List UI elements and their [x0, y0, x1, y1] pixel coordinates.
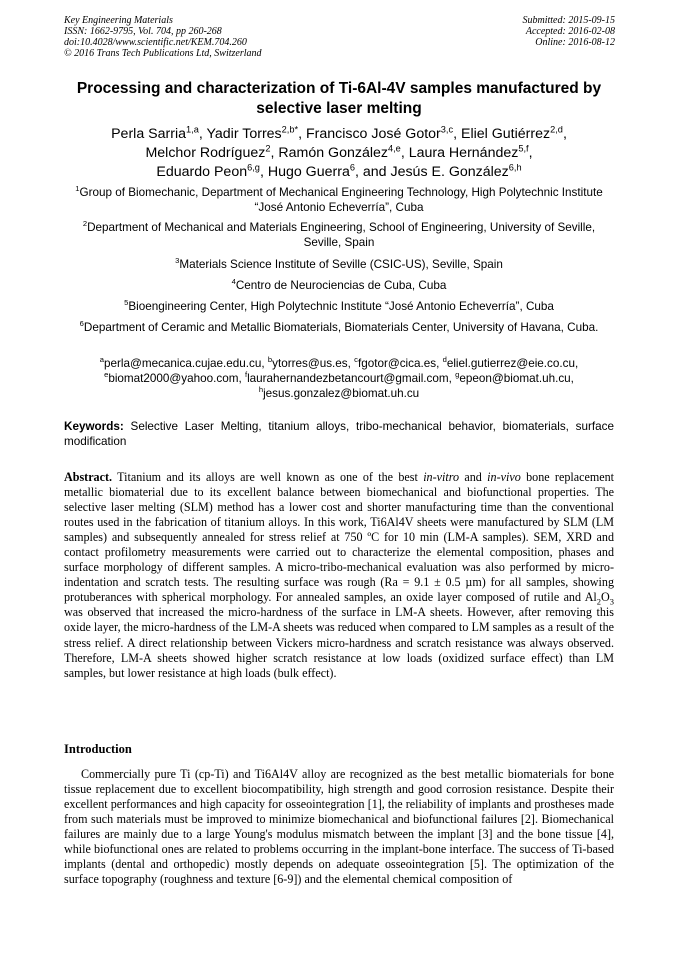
- affiliation-5: $^5$Bioengineering Center, High Polytechnic Institute “José Antonio Echeverría”, Cuba: [124, 298, 554, 313]
- online-date: Online: 2016-08-12: [535, 37, 615, 48]
- affiliation-6: $^6$Department of Ceramic and Metallic Biomaterials, Biomaterials Center, University of Havana, Cuba.: [79, 319, 599, 334]
- author: Hugo Guerra$^6$: [267, 162, 355, 180]
- email[interactable]: $^h$jesus.gonzalez@biomat.uh.cu: [258, 384, 420, 400]
- accepted-date: Accepted: 2016-02-08: [525, 26, 615, 37]
- author: Francisco José Gotor$^{3,c}$: [305, 124, 454, 142]
- journal-name: Key Engineering Materials: [64, 15, 173, 26]
- submission-dates: [523, 15, 616, 48]
- email[interactable]: $^a$perla@mecanica.cujae.edu.cu: [99, 355, 262, 370]
- email[interactable]: $^f$laurahernandezbetancourt@gmail.com: [244, 369, 449, 385]
- doi: doi:10.4028/www.scientific.net/KEM.704.260: [64, 37, 247, 48]
- submitted-date: Submitted: 2015-09-15: [522, 15, 615, 26]
- email[interactable]: $^b$ytorres@us.es: [267, 355, 348, 370]
- keywords: [64, 420, 614, 450]
- email[interactable]: $^d$eliel.gutierrez@eie.co.cu: [442, 355, 575, 370]
- affiliation-1: $^1$Group of Biomechanic, Department of Mechanical Engineering Technology, High Polytechnic Institute “José Antonio Echeverría”, Cuba: [75, 184, 603, 214]
- author: Melchor Rodríguez$^2$: [145, 143, 271, 161]
- affiliation-2: $^2$Department of Mechanical and Materials Engineering, School of Engineering, University of Seville, Seville, Spain: [82, 219, 596, 249]
- keywords-text: Selective Laser Melting, titanium alloys, tribo-mechanical behavior, biomaterials, surface modification: [64, 420, 615, 448]
- paper-title: Processing and characterization of Ti-6Al-4V samples manufactured by selective laser melting: [76, 80, 602, 117]
- author-list: Perla Sarria$^{1,a}$, Yadir Torres$^{2,b*}$, Francisco José Gotor$^{3,c}$, Eliel Gutiérrez$^{2,d}$, Melchor Rodríguez$^2$, Ramón González$^{4,e}$, Laura Hernández$^{5,f}$, Eduardo Peon$^{6,g}$, Hugo Guerra$^6$, and Jesús E. González$^{6,h}$: [111, 124, 567, 180]
- abstract-label: Abstract.: [64, 470, 113, 484]
- abstract: Abstract. Titanium and its alloys are well known as one of the best in-vitro and in-vivo bone replacement metallic biomaterial due to its excellent balance between biomechanical and biofunctional properties. The selective laser melting (SLM) method has a lower cost and shorter manufacturing time than the conventional routes used in the fabrication of titanium alloys. In this work, Ti6Al4V sheets were manufactured by SLM (LM samples) and subsequently annealed for stress relief at 750 ºC for 10 min (LM-A samples). SEM, XRD and contact profilometry measurements were carried out to characterize the elemental composition, phases and surface morphology of different samples. A micro-tribo-mechanical evaluation was also performed by micro-indentation and scratch tests. The resulting surface was rough (Ra = 9.1 ± 0.5 µm) for all samples, showing protuberances with spherical morphology. For annealed samples, an oxide layer composed of rutile and $Al_2O_3$ was observed that increased the micro-hardness of the surface in LM-A sheets. However, after removing this oxide layer, the micro-hardness of the LM-A sheets was reduced when compared to LM samples as a result of the stress relief. A direct relationship between Vickers micro-hardness and scratch resistance was always observed. Therefore, LM-A sheets showed higher scratch resistance at low loads (oxidized surface effect) than LM samples, but lower resistance at high loads (bulk effect).: [64, 470, 615, 680]
- email-list: $^a$perla@mecanica.cujae.edu.cu, $^b$ytorres@us.es, $^c$fgotor@cica.es, $^d$eliel.gutierrez@eie.co.cu, $^e$biomat2000@yahoo.com, $^f$laurahernandezbetancourt@gmail.com, $^g$epeon@biomat.uh.cu, $^h$jesus.gonzalez@biomat.uh.cu: [99, 355, 579, 400]
- issn: ISSN: 1662-9795, Vol. 704, pp 260-268: [64, 26, 222, 37]
- journal-meta: [64, 15, 262, 59]
- author: Jesús E. González$^{6,h}$: [390, 162, 522, 180]
- email[interactable]: $^g$epeon@biomat.uh.cu: [455, 369, 571, 385]
- keywords-label: Keywords:: [64, 420, 124, 433]
- introduction-paragraph: Commercially pure Ti (cp-Ti) and Ti6Al4V alloy are recognized as the best metallic biomaterials for bone tissue replacement due to excellent biocompatibility, high strength and good corrosion resistance. Despite their excellent performances and high capacity for osseointegration [1], the reliability of implants and prostheses made from such materials must be improved to minimize biomechanical and biofunctional failures [2]. Biomechanical failures are mainly due to a large Young's modulus mismatch between the implant [3] and the bone tissue [4], while biofunctional ones are related to problems occurring in the implant-bone interface. The success of Ti-based implants (dental and orthopedic) mostly depends on adequate osseointegration [5]. The optimization of the surface topography (roughness and texture [6-9]) and the elemental chemical composition of: [64, 767, 614, 887]
- author: Eduardo Peon$^{6,g}$: [156, 162, 260, 180]
- email[interactable]: $^e$biomat2000@yahoo.com: [104, 369, 239, 385]
- affiliation-4: $^4$Centro de Neurociencias de Cuba, Cuba: [231, 277, 447, 292]
- affiliation-3: $^3$Materials Science Institute of Seville (CSIC-US), Seville, Spain: [175, 256, 503, 271]
- copyright: © 2016 Trans Tech Publications Ltd, Switzerland: [64, 48, 262, 59]
- author: Ramón González$^{4,e}$: [278, 143, 401, 161]
- email[interactable]: $^c$fgotor@cica.es: [354, 355, 437, 370]
- author: Eliel Gutiérrez$^{2,d}$: [461, 124, 563, 142]
- author: Yadir Torres$^{2,b*}$: [206, 124, 299, 142]
- author: Laura Hernández$^{5,f}$: [408, 143, 529, 161]
- author: Perla Sarria$^{1,a}$: [111, 124, 199, 142]
- section-heading-introduction: Introduction: [64, 742, 132, 756]
